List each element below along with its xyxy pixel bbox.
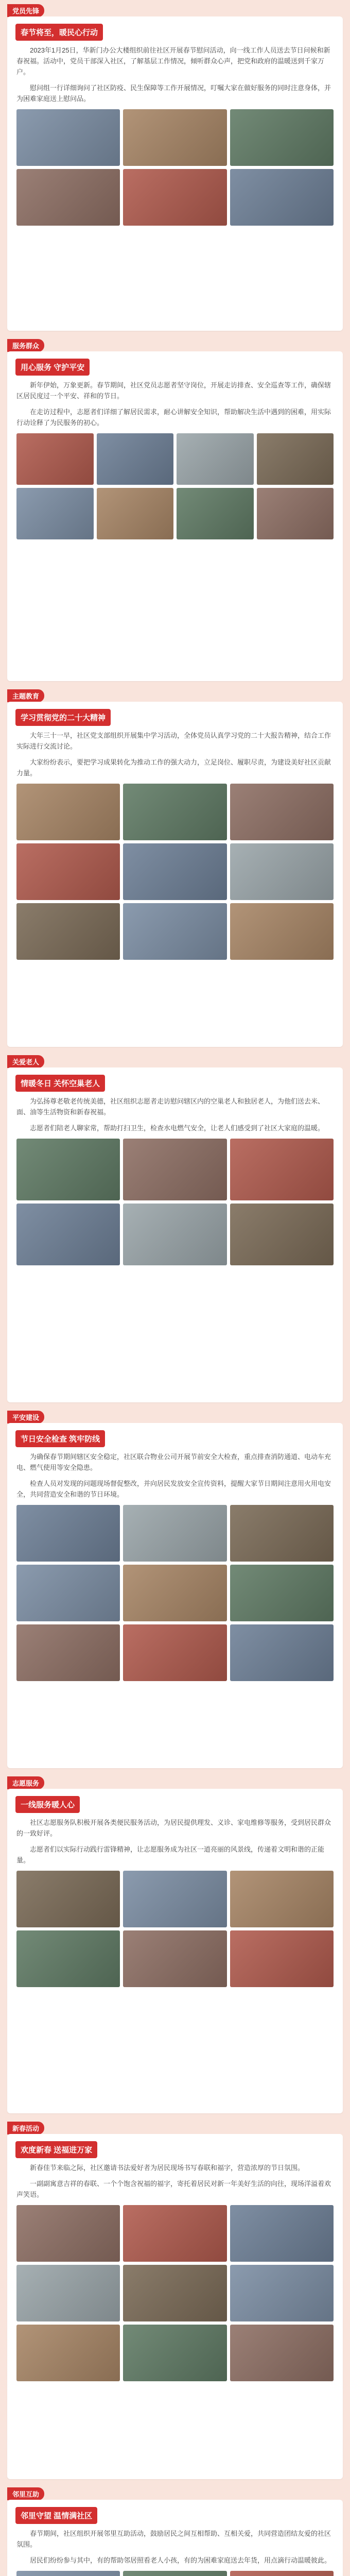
paragraph: 一副副寓意吉祥的春联、一个个饱含祝福的福字，寄托着居民对新一年美好生活的向往，现场洋溢着欢声笑语。 xyxy=(16,2180,331,2198)
section-title: 情暖冬日 关怀空巢老人 xyxy=(15,1075,105,1092)
photo xyxy=(230,784,334,840)
paragraph: 大家纷纷表示，要把学习成果转化为推动工作的强大动力，立足岗位、履职尽责，为建设美好社区贡献力量。 xyxy=(16,758,331,777)
section-title: 用心服务 守护平安 xyxy=(15,359,90,376)
photo xyxy=(230,109,334,166)
photo xyxy=(177,433,254,485)
photo xyxy=(230,1505,334,1562)
photo xyxy=(16,1505,120,1562)
section-title: 节日安全检查 筑牢防线 xyxy=(15,1430,105,1447)
news-card xyxy=(7,2134,343,2479)
photo xyxy=(177,488,254,539)
photo xyxy=(230,1871,334,1927)
paragraph: 居民们纷纷参与其中，有的帮助邻居照看老人小孩，有的为困难家庭送去年货，用点滴行动温暖彼此。 xyxy=(30,2556,331,2564)
photo xyxy=(230,2325,334,2381)
paragraph: 为确保春节期间辖区安全稳定，社区联合物业公司开展节前安全大检查，重点排查消防通道、电动车充电、燃气使用等安全隐患。 xyxy=(16,1453,331,1471)
section-title: 春节将至，暖民心行动 xyxy=(15,24,103,41)
photo xyxy=(123,1930,226,1987)
photo xyxy=(230,1565,334,1621)
photo xyxy=(123,1624,226,1681)
photo xyxy=(16,433,94,485)
photo xyxy=(16,2265,120,2321)
paragraph: 社区志愿服务队积极开展各类便民服务活动，为居民提供理发、义诊、家电维修等服务，受到居民群众的一致好评。 xyxy=(16,1819,331,1837)
photo xyxy=(230,1139,334,1200)
photo xyxy=(16,2205,120,2262)
photo xyxy=(230,2205,334,2262)
photo xyxy=(16,1139,120,1200)
section-title: 学习贯彻党的二十大精神 xyxy=(15,709,111,726)
photo xyxy=(16,1871,120,1927)
photo xyxy=(16,109,120,166)
news-card xyxy=(7,1423,343,1768)
paragraph: 春节期间，社区组织开展邻里互助活动，鼓励居民之间互相帮助、互相关爱，共同营造团结友爱的社区氛围。 xyxy=(16,2530,331,2548)
paragraph: 为弘扬尊老敬老传统美德，社区组织志愿者走访慰问辖区内的空巢老人和独居老人，为他们送去米、面、油等生活物资和新春祝福。 xyxy=(16,1097,325,1116)
photo xyxy=(16,843,120,900)
section-tag: 新春活动 xyxy=(7,2122,44,2134)
photo xyxy=(123,903,226,960)
news-card xyxy=(7,2500,343,2576)
photo xyxy=(230,843,334,900)
photo xyxy=(257,433,334,485)
section-tag: 服务群众 xyxy=(7,339,44,352)
photo xyxy=(230,1624,334,1681)
news-card xyxy=(7,1067,343,1402)
photo xyxy=(123,1139,226,1200)
photo-grid xyxy=(16,784,334,960)
photo xyxy=(123,109,226,166)
photo xyxy=(230,1930,334,1987)
paragraph: 志愿者们以实际行动践行雷锋精神，让志愿服务成为社区一道亮丽的风景线，传递着文明和谐的正能量。 xyxy=(16,1845,325,1864)
paragraph: 新春佳节来临之际，社区邀请书法爱好者为居民现场书写春联和福字，营造浓厚的节日氛围。 xyxy=(30,2164,305,2172)
paragraph: 检查人员对发现的问题现场督促整改，并向居民发放安全宣传资料，提醒大家节日期间注意用火用电安全，共同营造安全和谐的节日环境。 xyxy=(16,1480,331,1498)
photo xyxy=(16,488,94,539)
section-title: 欢度新春 送福进万家 xyxy=(15,2141,97,2158)
photo xyxy=(257,488,334,539)
section-tag: 党员先锋 xyxy=(7,4,44,17)
photo xyxy=(16,903,120,960)
section-tag: 主题教育 xyxy=(7,689,44,702)
photo xyxy=(97,433,174,485)
section-tag: 关爱老人 xyxy=(7,1055,44,1068)
photo xyxy=(230,2571,334,2576)
photo xyxy=(230,2265,334,2321)
photo xyxy=(16,2325,120,2381)
section-title: 邻里守望 温情满社区 xyxy=(15,2507,97,2524)
section-tag: 平安建设 xyxy=(7,1411,44,1423)
photo-grid xyxy=(16,1505,334,1681)
news-card xyxy=(7,1789,343,2113)
photo xyxy=(123,1505,226,1562)
photo-grid xyxy=(16,109,334,226)
photo-grid xyxy=(16,2205,334,2381)
photo xyxy=(123,2571,226,2576)
section-tag: 志愿服务 xyxy=(7,1776,44,1789)
photo xyxy=(16,784,120,840)
photo xyxy=(230,1204,334,1265)
photo xyxy=(16,1930,120,1987)
news-card xyxy=(7,16,343,331)
photo-grid xyxy=(16,1871,334,1987)
paragraph: 2023年1月25日，华新门办公大楼组织前往社区开展春节慰问活动，向一线工作人员送去节日问候和新春祝福。活动中，党员干部深入社区，了解基层工作情况，倾听群众心声，把党和政府的温暖送到千家万户。 xyxy=(16,46,330,76)
photo xyxy=(230,169,334,226)
news-card xyxy=(7,351,343,681)
paragraph: 慰问组一行详细询问了社区防疫、民生保障等工作开展情况，叮嘱大家在做好服务的同时注意身体，并为困难家庭送上慰问品。 xyxy=(16,84,331,103)
news-card xyxy=(7,702,343,1047)
photo xyxy=(123,843,226,900)
photo xyxy=(16,1624,120,1681)
photo xyxy=(16,2571,120,2576)
photo xyxy=(123,1871,226,1927)
photo xyxy=(123,2325,226,2381)
paragraph: 新年伊始，万象更新。春节期间，社区党员志愿者坚守岗位，开展走访排查、安全巡查等工作，确保辖区居民度过一个平安、祥和的节日。 xyxy=(16,381,331,400)
photo xyxy=(16,1204,120,1265)
photo xyxy=(123,169,226,226)
section-title: 一线服务暖人心 xyxy=(15,1796,80,1813)
paragraph: 志愿者们陪老人聊家常，帮助打扫卫生，检查水电燃气安全，让老人们感受到了社区大家庭的温暖。 xyxy=(30,1124,325,1132)
photo xyxy=(123,2205,226,2262)
photo xyxy=(123,784,226,840)
photo xyxy=(16,1565,120,1621)
section-tag: 邻里互助 xyxy=(7,2487,44,2500)
paragraph: 在走访过程中，志愿者们详细了解居民需求，耐心讲解安全知识，帮助解决生活中遇到的困难，用实际行动诠释了为民服务的初心。 xyxy=(16,408,331,427)
paragraph: 大年三十一早，社区党支部组织开展集中学习活动，全体党员认真学习党的二十大报告精神，结合工作实际进行交流讨论。 xyxy=(16,732,331,750)
photo xyxy=(97,488,174,539)
photo xyxy=(123,1204,226,1265)
photo xyxy=(123,2265,226,2321)
photo xyxy=(16,169,120,226)
photo-grid xyxy=(16,2571,334,2576)
photo xyxy=(230,903,334,960)
photo-grid xyxy=(16,1139,334,1265)
photo-grid xyxy=(16,433,334,539)
photo xyxy=(123,1565,226,1621)
